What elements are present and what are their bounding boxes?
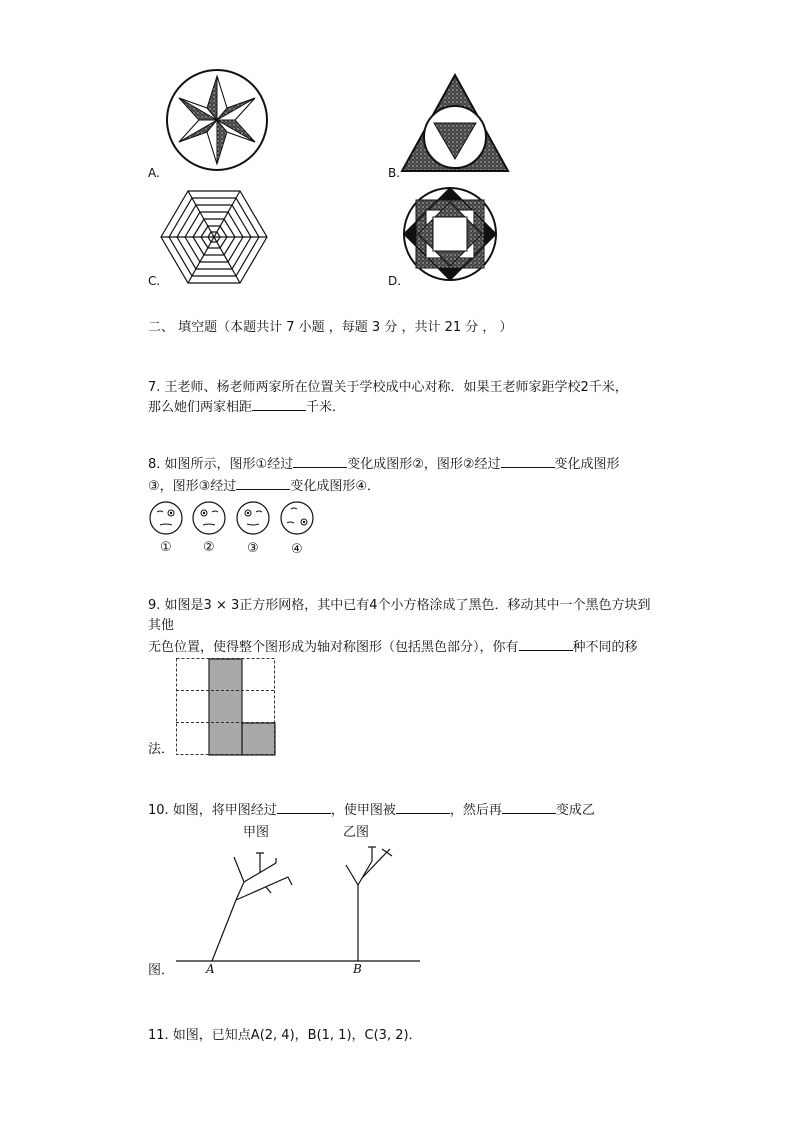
q10-blank-3[interactable] [502, 801, 556, 814]
q8-face-label-3: ③ [247, 541, 259, 556]
q8-face-label-4: ④ [291, 542, 303, 557]
q8-face-label-2: ② [203, 540, 215, 555]
q10-point-b: B [353, 962, 362, 976]
q8-text-d: ③，图形③经过 [148, 479, 237, 494]
q9-answer-blank[interactable] [519, 638, 573, 651]
q8-text-c: 变化成图形 [554, 457, 620, 472]
q11-text: 11. 如图，已知点A(2, 4)，B(1, 1)，C(3, 2)． [148, 1028, 422, 1043]
q8-blank-3[interactable] [236, 477, 290, 490]
option-a-label: A. [148, 166, 160, 180]
q10-label-yi: 乙图 [343, 825, 370, 840]
q8-text-a: 8. 如图所示，图形①经过 [148, 457, 294, 472]
section-heading: 二、 填空题（本题共计 7 小题 ，每题 3 分 ，共计 21 分 ， ） [148, 320, 513, 335]
q9-line1: 9. 如图是3 × 3正方形网格，其中已有4个小方格涂成了黑色．移动其中一个黑色方块到 [148, 598, 651, 613]
option-c-label: C. [148, 274, 161, 288]
q9-text-post: 种不同的移 [572, 640, 638, 655]
q7-line2 [148, 398, 345, 417]
q10-blank-1[interactable] [277, 801, 331, 814]
q10-text-d: 变成乙 [555, 803, 595, 818]
q9-text-pre: 无色位置，使得整个图形成为轴对称图形（包括黑色部分），你有 [148, 640, 519, 655]
option-c-figure [160, 190, 268, 284]
q10-point-a: A [206, 962, 215, 976]
option-d-label: D. [388, 274, 402, 288]
q8-face-4 [279, 500, 315, 536]
q9-line2: 其他 [148, 618, 175, 633]
q9-line4: 法． [148, 742, 175, 757]
q8-face-3 [235, 500, 271, 536]
q8-text-e: 变化成图形④． [290, 479, 380, 494]
q7-line1: 7. 王老师、杨老师两家所在位置关于学校成中心对称．如果王老师家距学校2千米， [148, 380, 628, 395]
q10-tree-figure [176, 845, 422, 965]
option-d-figure [400, 186, 500, 282]
q10-label-jia: 甲图 [243, 825, 270, 840]
q8-line2 [148, 477, 380, 496]
q7-text-post: 千米． [306, 400, 346, 415]
q10-text-a: 10. 如图，将甲图经过 [148, 803, 277, 818]
q8-text-b: 变化成图形②，图形②经过 [347, 457, 501, 472]
option-b-label: B. [388, 166, 401, 180]
q8-blank-2[interactable] [501, 455, 555, 468]
q10-text-b: ，使甲图被 [330, 803, 396, 818]
q8-line1 [148, 455, 620, 474]
option-a-figure [163, 66, 271, 174]
q7-answer-blank[interactable] [252, 398, 306, 411]
q8-blank-1[interactable] [293, 455, 347, 468]
q8-face-2 [191, 500, 227, 536]
q8-face-label-1: ① [160, 540, 172, 555]
q10-line1 [148, 801, 595, 820]
option-b-figure [400, 73, 510, 173]
q9-line3 [148, 638, 638, 657]
q8-face-1 [148, 500, 184, 536]
q7-text-pre: 那么她们两家相距 [148, 400, 253, 415]
q10-line2: 图． [148, 963, 175, 978]
q10-blank-2[interactable] [396, 801, 450, 814]
q10-text-c: ，然后再 [449, 803, 502, 818]
q9-grid-figure [176, 658, 276, 756]
